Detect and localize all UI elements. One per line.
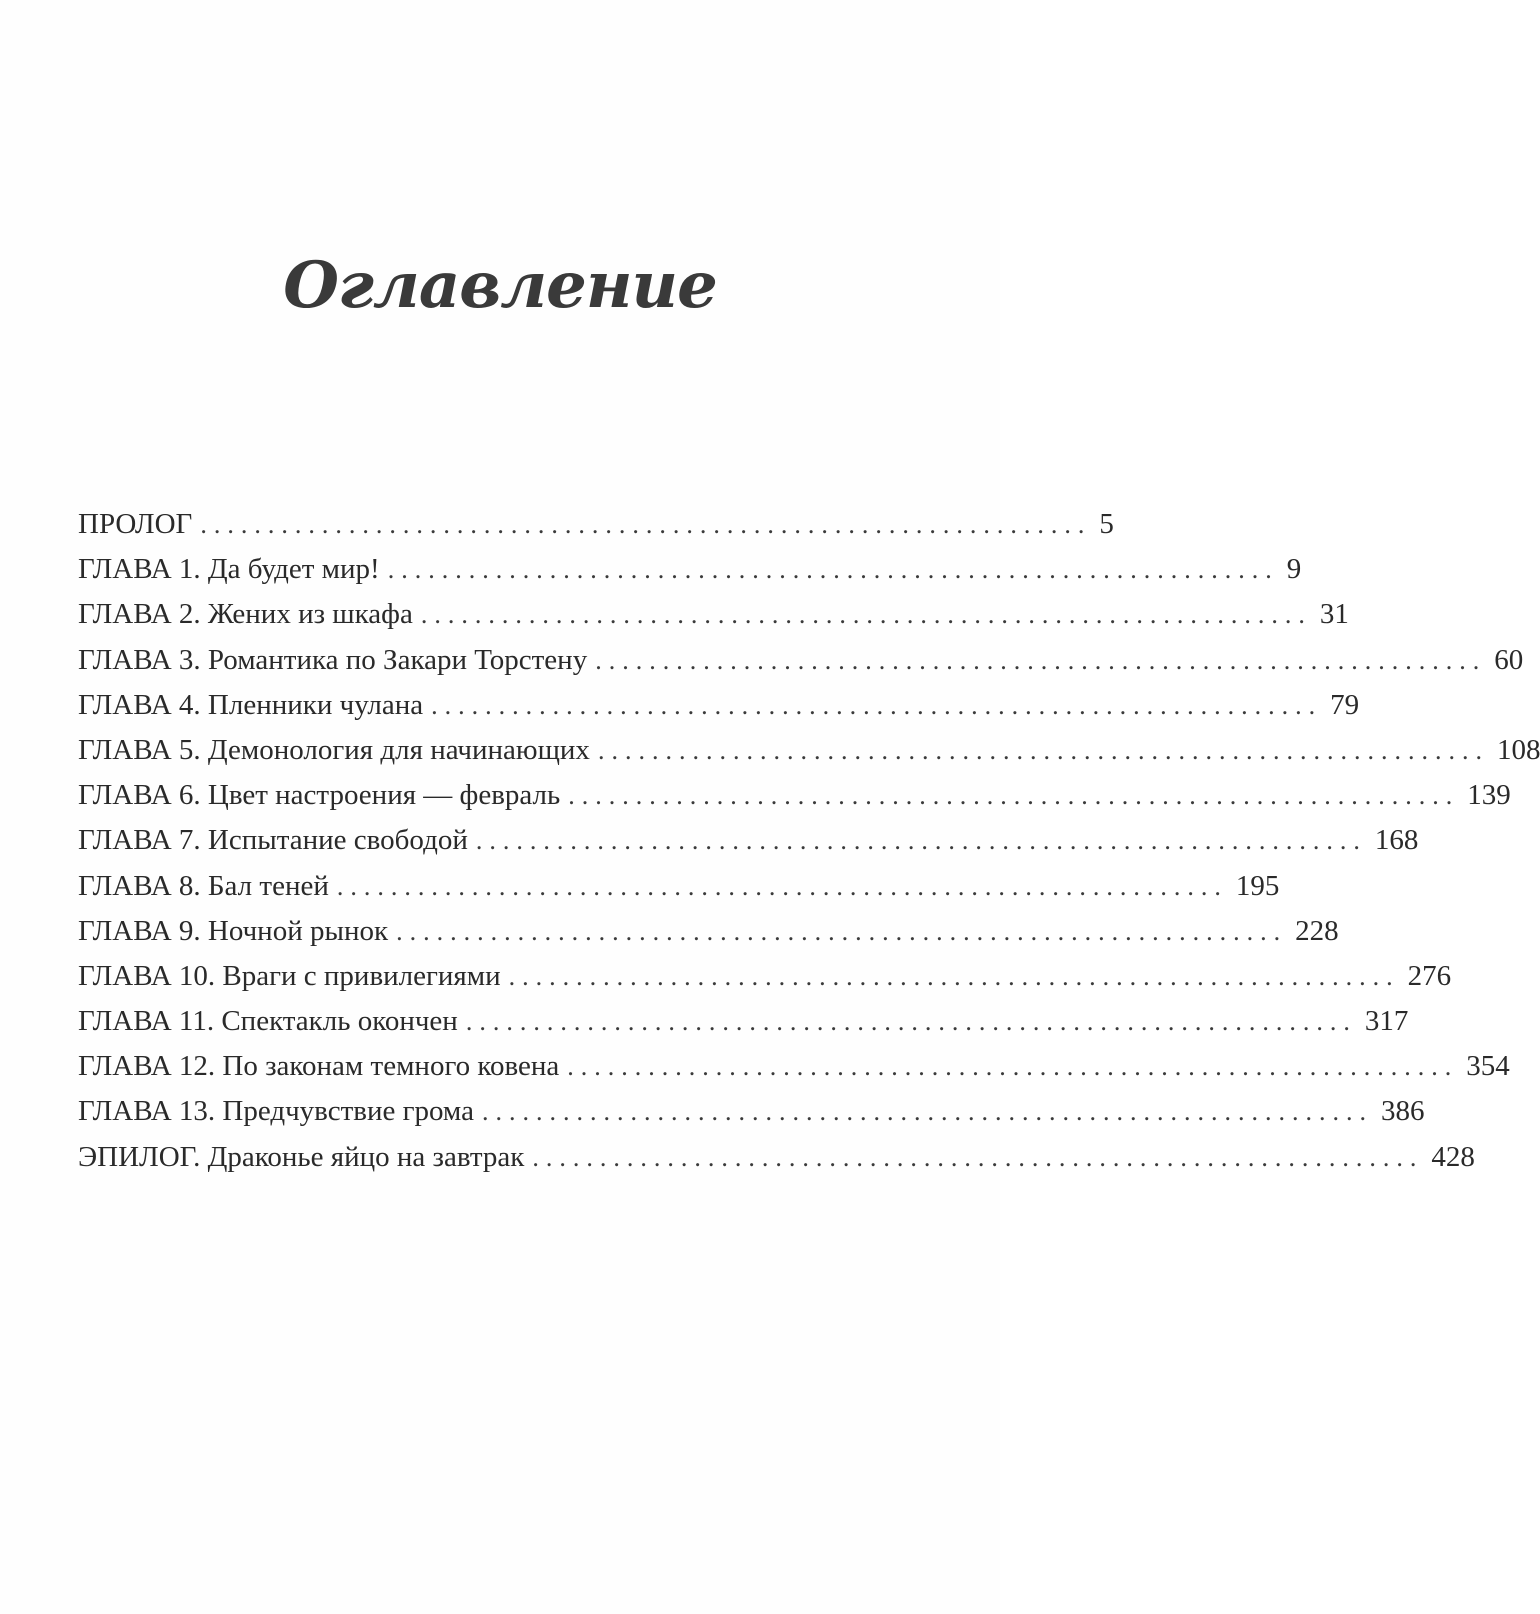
dot-leader: .................................................................. xyxy=(420,600,1312,630)
toc-entry-title: ГЛАВА 9. Ночной рынок xyxy=(78,914,389,947)
toc-entry xyxy=(78,818,1419,863)
dot-leader: .................................................................. xyxy=(532,1142,1424,1172)
toc-entry-title: ЭПИЛОГ. Драконье яйцо на завтрак xyxy=(78,1140,525,1173)
toc-entry xyxy=(78,683,1360,728)
toc-entry-title: ГЛАВА 4. Пленники чулана xyxy=(78,688,424,721)
toc-entry xyxy=(78,1089,1425,1134)
dot-leader: .................................................................. xyxy=(597,735,1489,765)
toc-entry-page: 317 xyxy=(1364,1005,1409,1038)
toc-entry-title: ГЛАВА 10. Враги с привилегиями xyxy=(78,959,501,992)
toc-entry-title: ГЛАВА 3. Романтика по Закари Торстену xyxy=(78,643,588,676)
toc-entry-page: 5 xyxy=(1099,508,1114,540)
dot-leader: .................................................................. xyxy=(387,555,1279,585)
toc-entry-page: 428 xyxy=(1431,1140,1475,1173)
toc-entry-page: 60 xyxy=(1494,643,1524,676)
table-of-contents xyxy=(78,502,1540,1180)
toc-entry xyxy=(78,1135,1475,1180)
toc-entry xyxy=(78,592,1349,637)
toc-entry xyxy=(78,773,1511,818)
dot-leader: .................................................................. xyxy=(481,1097,1373,1127)
toc-entry xyxy=(78,638,1524,683)
toc-entry xyxy=(78,954,1452,999)
toc-entry-page: 9 xyxy=(1286,553,1302,586)
toc-entry-page: 139 xyxy=(1467,779,1511,812)
toc-entry-title: ГЛАВА 1. Да будет мир! xyxy=(78,553,380,586)
dot-leader: .................................................................. xyxy=(475,826,1367,856)
toc-entry xyxy=(78,909,1339,954)
dot-leader: .................................................................. xyxy=(568,781,1460,811)
toc-entry-page: 168 xyxy=(1374,824,1419,857)
toc-entry-title: ГЛАВА 5. Демонология для начинающих xyxy=(78,733,590,766)
toc-entry xyxy=(78,864,1280,909)
dot-leader: .................................................................. xyxy=(200,510,1092,539)
toc-entry-title: ГЛАВА 12. По законам темного ковена xyxy=(78,1050,560,1083)
dot-leader: .................................................................. xyxy=(508,961,1400,991)
toc-entry-title: ГЛАВА 13. Предчувствие грома xyxy=(78,1095,474,1128)
page-title: Оглавление xyxy=(283,248,717,323)
toc-entry xyxy=(78,1044,1510,1089)
dot-leader: .................................................................. xyxy=(431,690,1323,720)
toc-entry-page: 228 xyxy=(1295,914,1339,947)
toc-entry-page: 31 xyxy=(1319,598,1349,631)
toc-entry xyxy=(78,999,1409,1044)
toc-entry xyxy=(78,728,1540,773)
toc-entry-page: 386 xyxy=(1380,1095,1425,1128)
dot-leader: .................................................................. xyxy=(465,1007,1357,1037)
dot-leader: .................................................................. xyxy=(567,1052,1459,1082)
toc-entry-page: 276 xyxy=(1407,959,1452,992)
dot-leader: .................................................................. xyxy=(595,645,1487,675)
toc-entry-title: ГЛАВА 7. Испытание свободой xyxy=(78,824,468,857)
toc-entry xyxy=(78,547,1302,592)
toc-entry-page: 195 xyxy=(1235,869,1280,902)
toc-entry-title: ПРОЛОГ xyxy=(78,508,193,540)
toc-entry-title: ГЛАВА 6. Цвет настроения — февраль xyxy=(78,779,561,812)
toc-entry-title: ГЛАВА 11. Спектакль окончен xyxy=(78,1005,458,1038)
toc-entry-page: 79 xyxy=(1330,688,1360,721)
dot-leader: .................................................................. xyxy=(396,916,1288,946)
toc-entry-page: 354 xyxy=(1466,1050,1510,1083)
toc-entry-title: ГЛАВА 8. Бал теней xyxy=(78,869,329,902)
toc-entry xyxy=(78,502,1114,547)
toc-entry-page: 108 xyxy=(1496,733,1540,766)
dot-leader: .................................................................. xyxy=(336,871,1228,901)
toc-entry-title: ГЛАВА 2. Жених из шкафа xyxy=(78,598,413,631)
